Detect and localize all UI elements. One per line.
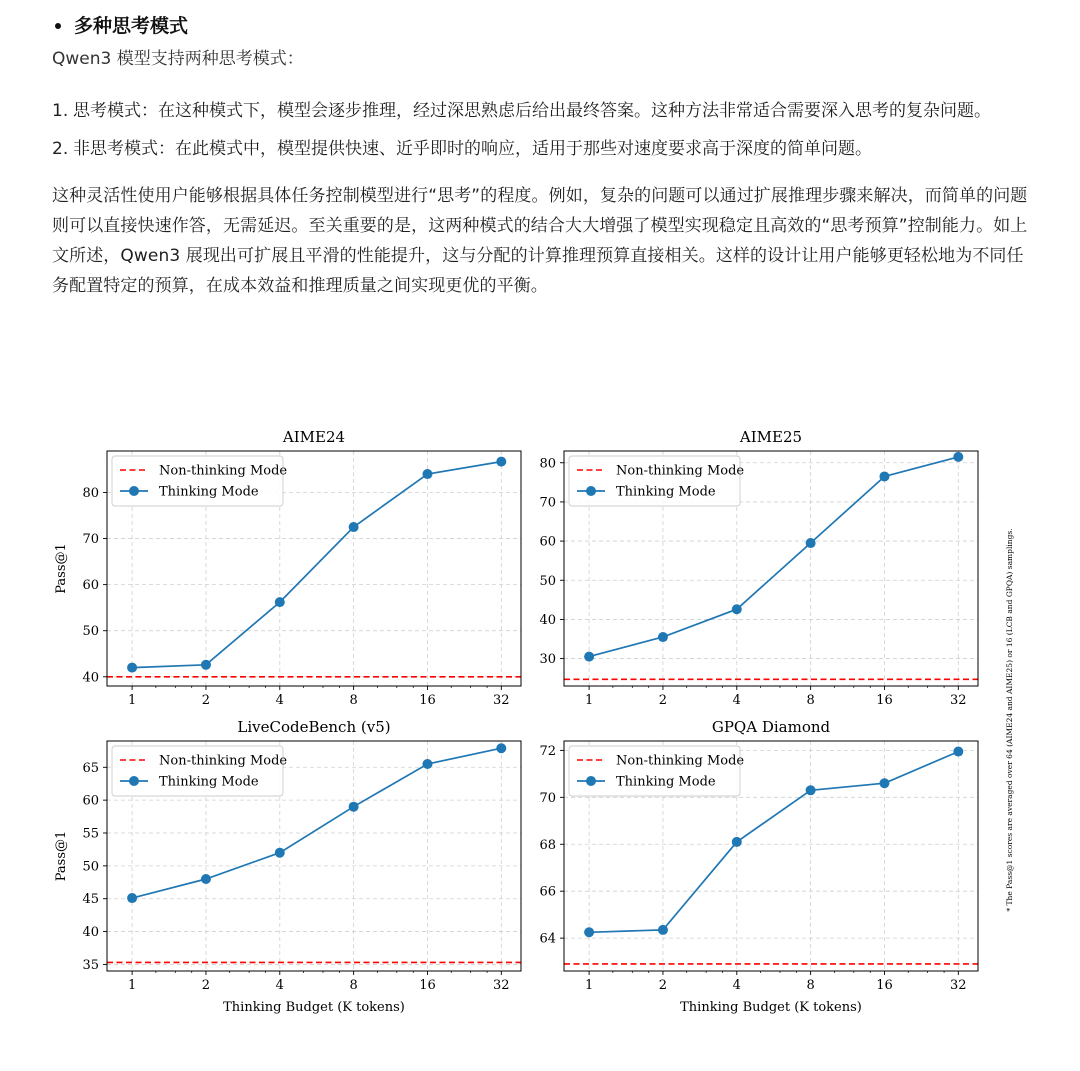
y-tick-label: 35	[82, 957, 99, 973]
x-tick-label: 8	[349, 693, 358, 708]
y-tick-label: 60	[82, 793, 99, 809]
thinking-data-point	[349, 522, 359, 532]
x-tick-label: 1	[127, 978, 137, 993]
x-tick-label: 16	[419, 693, 436, 708]
x-tick-label: 1	[127, 693, 137, 708]
x-tick-label: 2	[201, 693, 211, 708]
y-tick-label: 55	[82, 826, 99, 842]
list-item	[52, 96, 1037, 126]
x-tick-label: 1	[584, 978, 594, 993]
legend-label-thinking: Thinking Mode	[159, 484, 259, 500]
y-axis-label: Pass@1	[54, 543, 69, 594]
y-tick-label: 70	[539, 790, 556, 806]
y-tick-label: 30	[539, 652, 556, 668]
y-tick-label: 80	[82, 485, 99, 501]
x-tick-label: 32	[493, 693, 510, 708]
x-tick-label: 32	[950, 978, 967, 993]
x-tick-label: 2	[201, 978, 211, 993]
thinking-data-point	[275, 597, 285, 607]
thinking-data-point	[953, 452, 963, 462]
legend-label-non-thinking: Non-thinking Mode	[159, 753, 288, 769]
y-tick-label: 66	[539, 884, 556, 900]
thinking-data-point	[732, 604, 742, 614]
x-axis-label: Thinking Budget (K tokens)	[223, 1000, 405, 1015]
thinking-data-point	[496, 743, 506, 753]
legend-label-non-thinking: Non-thinking Mode	[616, 753, 745, 769]
x-tick-label: 4	[275, 978, 284, 993]
thinking-data-point	[275, 848, 285, 858]
thinking-data-point	[806, 538, 816, 548]
x-tick-label: 16	[876, 693, 893, 708]
list-number: 2.	[52, 139, 69, 159]
chart-title: AIME25	[739, 428, 803, 446]
chart-panel-4	[539, 718, 978, 1015]
thinking-data-point	[201, 874, 211, 884]
x-tick-label: 2	[658, 693, 668, 708]
thinking-data-point	[201, 660, 211, 670]
chart-panel-2	[539, 428, 978, 708]
thinking-data-point	[658, 632, 668, 642]
x-tick-label: 8	[806, 693, 815, 708]
legend	[112, 456, 287, 506]
y-tick-label: 45	[82, 892, 99, 908]
x-axis-label: Thinking Budget (K tokens)	[680, 1000, 862, 1015]
y-tick-label: 68	[539, 837, 556, 853]
legend	[569, 746, 744, 796]
y-tick-label: 50	[539, 573, 556, 589]
y-tick-label: 70	[82, 532, 99, 548]
y-tick-label: 60	[82, 578, 99, 594]
x-tick-label: 1	[584, 693, 594, 708]
legend	[569, 456, 744, 506]
chart-title: LiveCodeBench (v5)	[237, 718, 391, 736]
legend-thinking-marker	[586, 776, 596, 786]
legend	[112, 746, 287, 796]
x-tick-label: 8	[349, 978, 358, 993]
x-tick-label: 2	[658, 978, 668, 993]
y-tick-label: 50	[82, 624, 99, 640]
legend-thinking-marker	[129, 776, 139, 786]
legend-label-thinking: Thinking Mode	[159, 774, 259, 790]
y-tick-label: 50	[82, 859, 99, 875]
thinking-data-point	[127, 893, 137, 903]
intro-text: Qwen3 模型支持两种思考模式：	[52, 49, 304, 69]
chart-title: GPQA Diamond	[711, 718, 831, 736]
legend-thinking-marker	[586, 486, 596, 496]
chart-figure	[50, 420, 1050, 1030]
mode-list	[52, 96, 1037, 164]
thinking-data-point	[879, 471, 889, 481]
thinking-data-point	[349, 802, 359, 812]
x-tick-label: 4	[732, 978, 741, 993]
thinking-data-point	[953, 747, 963, 757]
legend-label-non-thinking: Non-thinking Mode	[616, 463, 745, 479]
y-tick-label: 64	[539, 931, 556, 947]
thinking-data-point	[422, 469, 432, 479]
section-heading	[52, 10, 1037, 42]
y-tick-label: 40	[82, 670, 99, 686]
chart-title: AIME24	[282, 428, 346, 446]
chart-svg	[50, 420, 1050, 1030]
legend-thinking-marker	[129, 486, 139, 496]
legend-label-thinking: Thinking Mode	[616, 774, 716, 790]
x-tick-label: 32	[493, 978, 510, 993]
section-title: 多种思考模式	[74, 15, 189, 37]
article	[52, 10, 1037, 301]
list-item-text: 思考模式：在这种模式下，模型会逐步推理，经过深思熟虑后给出最终答案。这种方法非常适合需要深入思考的复杂问题。	[73, 101, 991, 121]
y-tick-label: 40	[539, 612, 556, 628]
y-axis-label: Pass@1	[54, 830, 69, 882]
list-item	[52, 134, 1037, 164]
legend-label-non-thinking: Non-thinking Mode	[159, 463, 288, 479]
thinking-data-point	[496, 457, 506, 467]
thinking-data-point	[879, 778, 889, 788]
list-number: 1.	[52, 101, 69, 121]
x-tick-label: 8	[806, 978, 815, 993]
x-tick-label: 32	[950, 693, 967, 708]
chart-panel-3	[54, 718, 521, 1015]
bullet-icon	[55, 23, 61, 29]
list-item-text: 非思考模式：在此模式中，模型提供快速、近乎即时的响应，适用于那些对速度要求高于深度的简单问题。	[73, 139, 872, 159]
chart-panel-1	[54, 428, 521, 708]
y-tick-label: 65	[82, 760, 99, 776]
thinking-data-point	[584, 927, 594, 937]
y-tick-label: 80	[539, 456, 556, 472]
footnote: * The Pass@1 scores are averaged over 64 (AIME24 and AIME25) or 16 (LCB and GPQA) samplings.	[1005, 528, 1014, 912]
thinking-data-point	[732, 837, 742, 847]
x-tick-label: 4	[275, 693, 284, 708]
legend-label-thinking: Thinking Mode	[616, 484, 716, 500]
x-tick-label: 16	[876, 978, 893, 993]
x-tick-label: 16	[419, 978, 436, 993]
y-tick-label: 72	[539, 743, 556, 759]
y-tick-label: 60	[539, 534, 556, 550]
thinking-data-point	[127, 663, 137, 673]
y-tick-label: 70	[539, 495, 556, 511]
thinking-data-point	[584, 652, 594, 662]
y-tick-label: 40	[82, 925, 99, 941]
thinking-data-point	[422, 759, 432, 769]
thinking-data-point	[658, 925, 668, 935]
thinking-data-point	[806, 785, 816, 795]
body-paragraph: 这种灵活性使用户能够根据具体任务控制模型进行“思考”的程度。例如，复杂的问题可以通过扩展推理步骤来解决，而简单的问题则可以直接快速作答，无需延迟。至关重要的是，这两种模式的结合大大增强了模型实现稳定且高效的“思考预算”控制能力。如上文所述，Qwen3 展现出可扩展且平滑的性能提升，这与分配的计算推理预算直接相关。这样的设计让用户能够更轻松地为不同任务配置特定的预算，在成本效益和推理质量之间实现更优的平衡。	[52, 186, 1028, 296]
x-tick-label: 4	[732, 693, 741, 708]
